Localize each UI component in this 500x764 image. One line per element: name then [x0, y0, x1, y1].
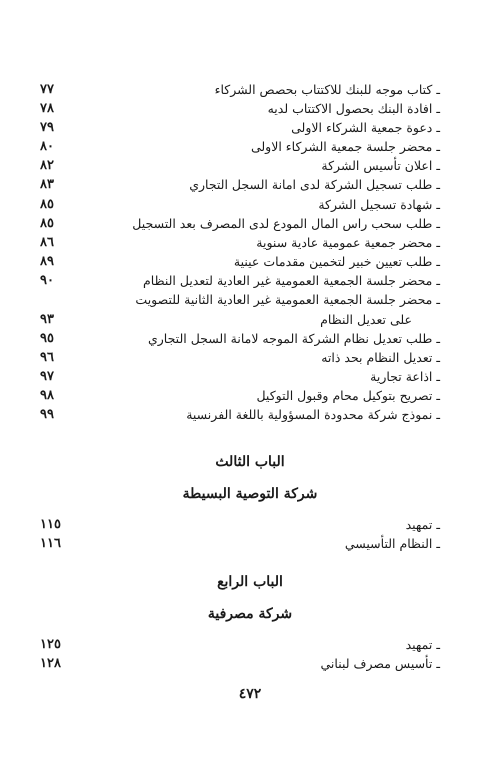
toc-entry-title: ـ دعوة جمعية الشركاء الاولى: [291, 120, 440, 135]
toc-entry-title: ـ طلب تعديل نظام الشركة الموجه لامانة السجل التجاري: [147, 331, 440, 346]
toc-entry-page: ٩٦: [40, 350, 54, 365]
toc-entry-page: ٨٥: [40, 216, 54, 231]
toc-entry-page: ٩٨: [40, 388, 54, 403]
toc-entry: [40, 157, 440, 175]
toc-entry: [40, 215, 440, 233]
toc-entry-title: ـ محضر جلسة الجمعية العمومية غير العادية لتعديل النظام: [143, 273, 440, 288]
toc-entry-page: ٨٣: [40, 177, 54, 192]
section-subtitle: شركة التوصية البسيطة: [182, 486, 318, 502]
toc-entry-title: ـ كتاب موجه للبنك للاكتتاب بحصص الشركاء: [214, 82, 440, 97]
toc-entry-page: ١٢٥: [40, 637, 61, 652]
toc-entry-title: ـ النظام التأسيسي: [344, 536, 440, 551]
toc-entry-page: ٨٦: [40, 235, 54, 250]
toc-entry: [40, 234, 440, 252]
toc-entry-title: ـ تمهيد: [405, 517, 440, 532]
toc-entry-title: ـ طلب تعيين خبير لتخمين مقدمات عينية: [233, 254, 440, 269]
toc-entry-page: ١١٥: [40, 517, 61, 532]
toc-entry: [40, 272, 440, 290]
toc-entry-page: ٨٢: [40, 158, 54, 173]
toc-entry: [40, 81, 440, 99]
toc-entry-title: ـ اعلان تأسيس الشركة: [321, 158, 440, 173]
toc-entry-title: ـ افادة البنك بحصول الاكتتاب لديه: [267, 101, 440, 116]
toc-entry-page: ١٢٨: [40, 656, 61, 671]
toc-entry-page: ٨٩: [40, 254, 54, 269]
toc-entry-page: ٩٩: [40, 407, 54, 422]
toc-entry-title: ـ تأسيس مصرف لبناني: [320, 656, 440, 671]
section-subtitle: شركة مصرفية: [207, 606, 293, 622]
toc-entry-title: ـ طلب سحب راس المال المودع لدى المصرف بعد التسجيل: [132, 216, 440, 231]
toc-entry: [40, 176, 440, 194]
toc-entry-title: ـ محضر جمعية عمومية عادية سنوية: [256, 235, 440, 250]
toc-entry: [40, 253, 440, 271]
toc-entry: [40, 368, 440, 386]
toc-entry: [40, 100, 440, 118]
toc-entry: [40, 655, 440, 673]
toc-entry: [40, 119, 440, 137]
toc-entry: [40, 196, 440, 214]
toc-entry-title: ـ محضر جلسة جمعية الشركاء الاولى: [250, 139, 440, 154]
toc-entry-title: ـ تمهيد: [405, 637, 440, 652]
toc-entry: [40, 349, 440, 367]
toc-entry-title: ـ نموذج شركة محدودة المسؤولية باللغة الفرنسية: [186, 407, 440, 422]
toc-entry-page: ٧٩: [40, 120, 54, 135]
section-title: الباب الرابع: [217, 574, 283, 590]
toc-entry: [40, 535, 440, 553]
toc-entry-page: ٩٠: [40, 273, 54, 288]
toc-entry: [40, 311, 440, 329]
section-title: الباب الثالث: [215, 454, 285, 470]
toc-entry: [40, 138, 440, 156]
toc-entry-title: ـ طلب تسجيل الشركة لدى امانة السجل التجاري: [189, 177, 440, 192]
toc-entry: [40, 330, 440, 348]
toc-entry-title: ـ شهادة تسجيل الشركة: [318, 197, 440, 212]
toc-entry-page: ١١٦: [40, 536, 61, 551]
toc-entry: [40, 387, 440, 405]
toc-entry-page: ٩٥: [40, 331, 54, 346]
toc-entry-page: ٨٠: [40, 139, 54, 154]
toc-entry-title: ـ تصريح بتوكيل محام وقبول التوكيل: [256, 388, 440, 403]
toc-entry-title: على تعديل النظام: [320, 312, 412, 327]
toc-entry-page: ٧٧: [40, 82, 54, 97]
toc-entry-title: ـ تعديل النظام بحد ذاته: [321, 350, 440, 365]
toc-entry-page: ٩٧: [40, 369, 54, 384]
toc-entry-title: ـ اذاعة تجارية: [370, 369, 440, 384]
toc-entry-page: ٧٨: [40, 101, 54, 116]
toc-entry: [40, 516, 440, 534]
toc-entry: [40, 636, 440, 654]
toc-entry-title: ـ محضر جلسة الجمعية العمومية غير العادية الثانية للتصويت: [135, 292, 440, 307]
toc-entry-page: ٩٣: [40, 312, 54, 327]
toc-entry: [40, 291, 440, 309]
toc-entry-page: ٨٥: [40, 197, 54, 212]
page-number: ٤٧٢: [238, 686, 262, 702]
toc-entry: [40, 406, 440, 424]
